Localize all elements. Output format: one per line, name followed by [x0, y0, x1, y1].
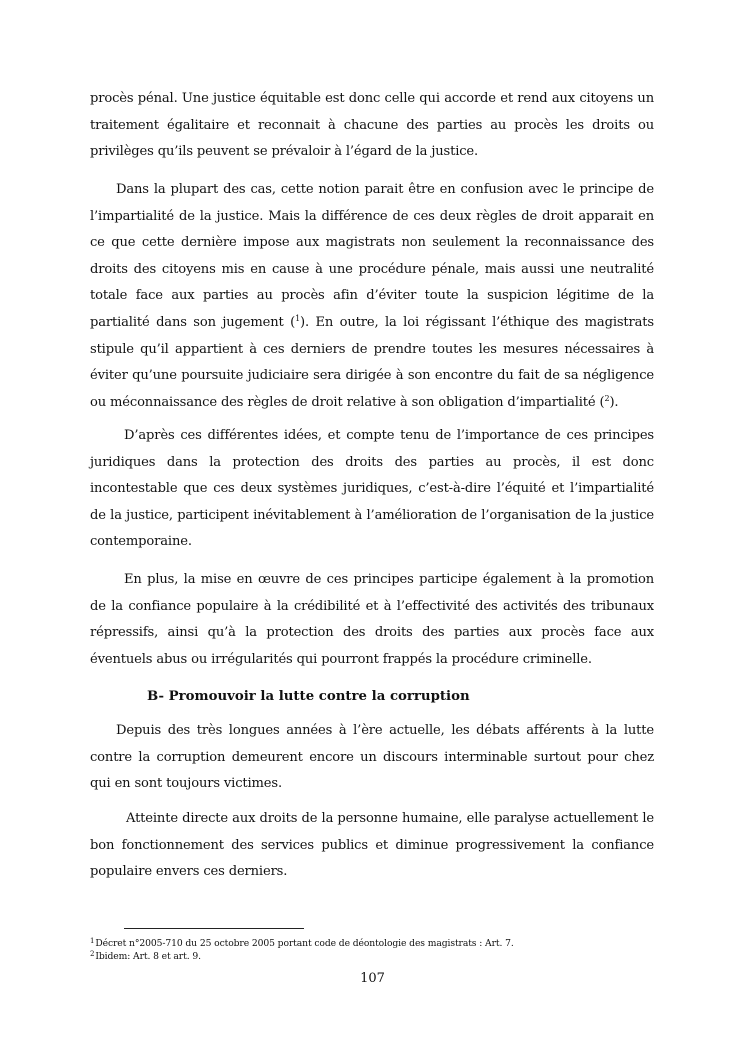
footnote-ref-2: 2	[604, 393, 610, 403]
paragraph-5: Depuis des très longues années à l’ère actuelle, les débats afférents à la lutte contre la corruption demeurent encore un discours interminable surtout pour chez qui en sont toujours victimes.	[90, 723, 654, 792]
footnote-2-text: Ibidem: Art. 8 et art. 9.	[95, 951, 201, 962]
paragraph-2	[90, 177, 654, 416]
paragraph-6: Atteinte directe aux droits de la personne humaine, elle paralyse actuellement le bon fonctionnement des services publics et diminue progressivement la confiance populaire envers ces derniers.	[90, 811, 654, 880]
paragraph-2-part-a: Dans la plupart des cas, cette notion parait être en confusion avec le principe de l’impartialité de la justice. Mais la différence de ces deux règles de droit apparait en ce que cette dernière impose aux magistrats non seulement la reconnaissance des droits des citoyens mis en cause à une procédure pénale, mais aussi une neutralité totale face aux parties au procès afin d’éviter toute la suspicion légitime de la partialité dans son jugement (	[90, 182, 654, 330]
footnote-2-number: 2	[90, 950, 95, 958]
footnote-2	[90, 948, 201, 963]
paragraph-4: En plus, la mise en œuvre de ces principes participe également à la promotion de la confiance populaire à la crédibilité et à l’effectivité des activités des tribunaux répressifs, ainsi qu’à la protection des droits des parties aux procès face aux éventuels abus ou irrégularités qui pourront frappés la procédure criminelle.	[90, 572, 654, 667]
paragraph-1: procès pénal. Une justice équitable est donc celle qui accorde et rend aux citoyens un traitement égalitaire et reconnait à chacune des parties au procès les droits ou privilèges qu’ils peuvent se prévaloir à l’égard de la justice.	[90, 91, 654, 160]
page-number: 107	[360, 971, 385, 986]
footnote-1-text: Décret n°2005-710 du 25 octobre 2005 portant code de déontologie des magistrats : Art. 7.	[95, 938, 514, 949]
footnote-ref-1: 1	[295, 313, 301, 323]
section-heading: B- Promouvoir la lutte contre la corruption	[147, 689, 470, 704]
paragraph-2-part-b: ). En outre, la loi régissant l’éthique des magistrats stipule qu’il appartient à ces derniers de prendre toutes les mesures nécessaires à éviter qu’une poursuite judiciaire sera dirigée à son encontre du fait de sa négligence ou méconnaissance des règles de droit relative à son obligation d’impartialité (	[90, 314, 654, 410]
footnote-1-number: 1	[90, 937, 95, 945]
paragraph-3: D’après ces différentes idées, et compte tenu de l’importance de ces principes juridiques dans la protection des droits des parties au procès, il est donc incontestable que ces deux systèmes juridiques, c’est-à-dire l’équité et l’impartialité de la justice, participent inévitablement à l’amélioration de l’organisation de la justice contemporaine.	[90, 428, 654, 550]
paragraph-2-part-c: ).	[609, 394, 619, 410]
footnote-separator	[124, 928, 304, 929]
